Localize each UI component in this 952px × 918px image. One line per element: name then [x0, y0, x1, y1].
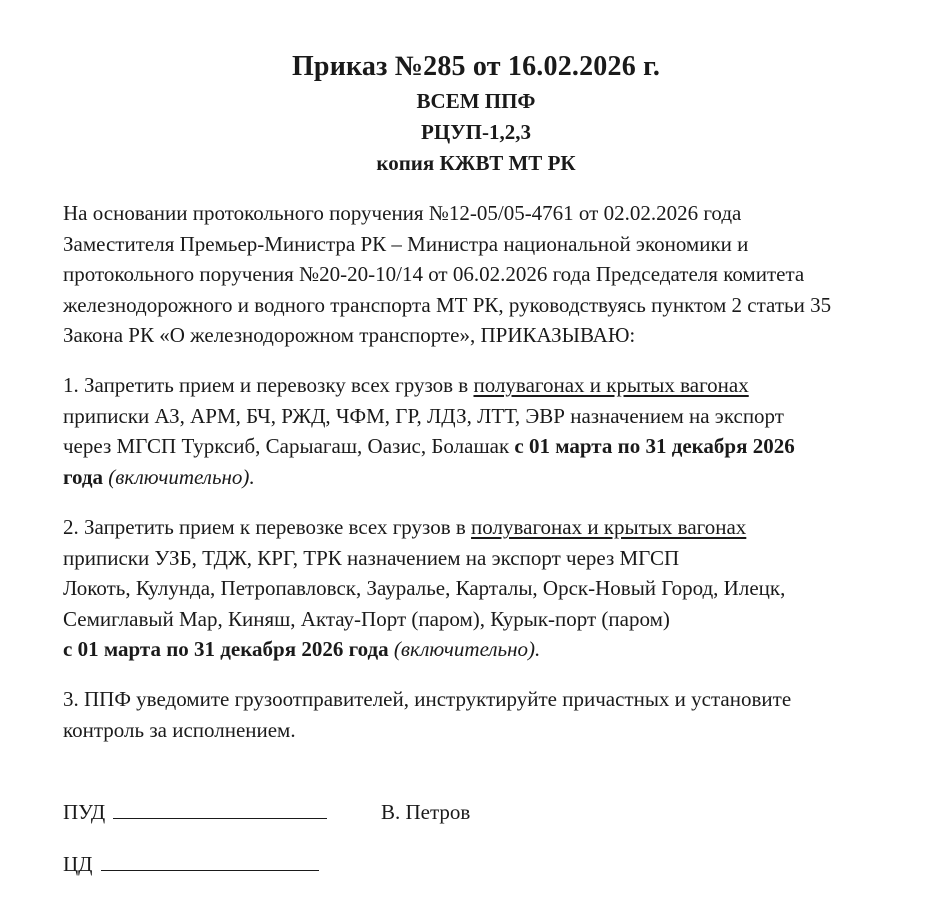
item-2-wagon-types: полувагонах и крытых вагонах [471, 515, 747, 539]
item-1-stations: через МГСП Турксиб, Сарыагаш, Оазис, Болашак [63, 434, 515, 458]
intro-paragraph [63, 198, 933, 351]
signature-cd [63, 849, 319, 879]
intro-line: железнодорожного и водного транспорта МТ РК, руководствуясь пунктом 2 статьи 35 [63, 292, 832, 317]
item-2-inclusive: (включительно) [388, 637, 536, 661]
recipient-all-ppf: ВСЕМ ППФ [416, 89, 536, 113]
item-2-paragraph [63, 512, 933, 665]
order-title: Приказ №285 от 16.02.2026 г. [291, 51, 661, 82]
intro-line: протокольного поручения №20-20-10/14 от 06.02.2026 года Председателя комитета [63, 262, 805, 286]
item-2-line-5 [63, 634, 933, 665]
item-1-prefix: 1. Запретить прием и перевозку всех грузов в [63, 373, 474, 397]
signature-pud-name: В. Петров [381, 800, 471, 824]
intro-line: Заместителя Премьер-Министра РК – Министра национальной экономики и [63, 231, 749, 256]
item-2-period: с 01 марта по 31 декабря 2026 года [63, 637, 389, 661]
item-1-paragraph [63, 370, 933, 492]
signature-pud-line [113, 798, 327, 819]
recipient-rcup: РЦУП-1,2,3 [421, 120, 531, 144]
item-2-prefix: 2. Запретить прием к перевозке всех грузов в [63, 515, 472, 539]
item-1-line-4 [63, 462, 933, 493]
signature-pud-label: ПУД [63, 800, 106, 824]
item-1-period-end: года [63, 464, 104, 489]
item-2-line-3: Локоть, Кулунда, Петропавловск, Зауралье, Карталы, Орск-Новый Город, Илецк, [63, 576, 786, 600]
item-3-line-1: 3. ППФ уведомите грузоотправителей, инструктируйте причастных и установите [63, 687, 792, 711]
item-1-line-2: приписки АЗ, АРМ, БЧ, РЖД, ЧФМ, ГР, ЛДЗ, ЛТТ, ЭВР назначением на экспорт [63, 403, 784, 428]
item-1-period: с 01 марта по 31 декабря 2026 [514, 434, 795, 458]
item-2-line-4: Семиглавый Мар, Киняш, Актау-Порт (паром), Курык-порт (паром) [63, 606, 670, 631]
item-1-period-dot: . [249, 464, 255, 489]
item-1-inclusive: (включительно) [103, 464, 250, 489]
signature-pud [63, 797, 327, 827]
item-2-line-1 [63, 512, 933, 543]
item-3-paragraph [63, 684, 933, 745]
recipient-copy-kzhvt: копия КЖВТ МТ РК [376, 151, 576, 175]
item-2-line-2: приписки УЗБ, ТДЖ, КРГ, ТРК назначением на экспорт через МГСП [63, 545, 680, 570]
item-1-wagon-types: полувагонах и крытых вагонах [473, 373, 749, 397]
intro-line: Закона РК «О железнодорожном транспорте», ПРИКАЗЫВАЮ: [63, 323, 636, 347]
intro-line: На основании протокольного поручения №12-05/05-4761 от 02.02.2026 года [63, 201, 742, 225]
item-1-line-3 [63, 431, 933, 462]
signature-cd-label: ЦД [63, 852, 93, 876]
item-3-line-2: контроль за исполнением. [63, 717, 296, 742]
signature-cd-line [101, 850, 319, 871]
item-2-period-dot: . [535, 637, 541, 661]
item-1-line-1 [63, 370, 933, 401]
